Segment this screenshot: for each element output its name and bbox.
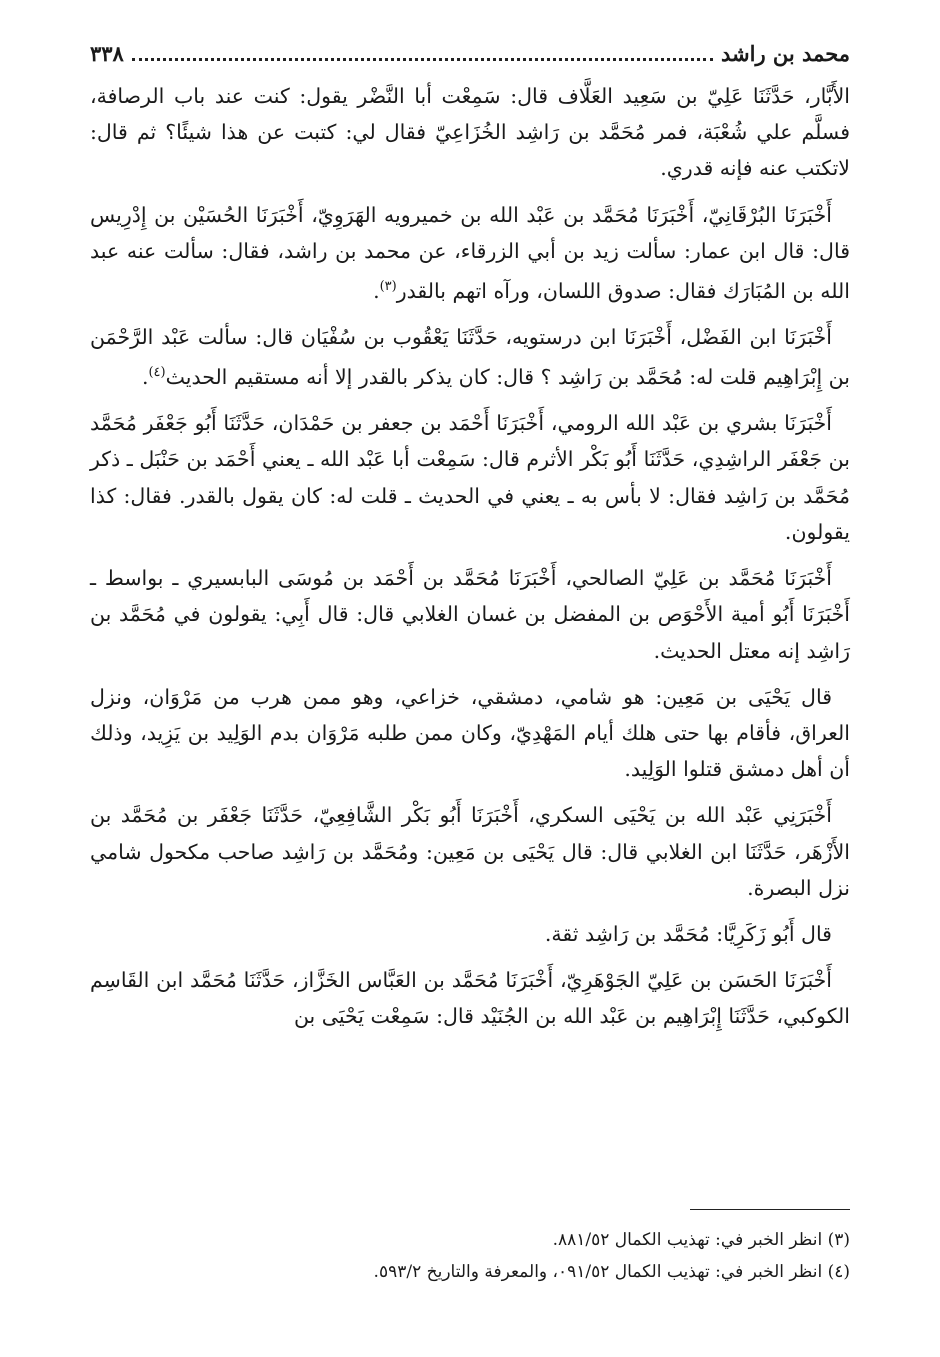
running-title: محمد بن راشد xyxy=(720,41,850,66)
paragraph-9 xyxy=(90,962,850,1034)
paragraph-text: الأَبَّار، حَدَّثَنَا عَلِيّ بن سَعِيد العَلَّاف قال: سَمِعْت أبا النَّضْر يقول: كنت عند باب الرصافة، فسلَّم علي شُعْبَة، فمر مُحَمَّد بن رَاشِد الخُزَاعِيّ فقال لي: كتبت عن هذا شيئًا؟ ثم قال: لاتكتب عنه فإنه قدري. xyxy=(90,84,850,181)
page-header xyxy=(90,34,850,74)
paragraph-6 xyxy=(90,679,850,788)
paragraph-text: أَخْبَرَنَا مُحَمَّد بن عَلِيّ الصالحي، أَخْبَرَنَا مُحَمَّد بن أَحْمَد بن مُوسَى البابسيري ـ بواسط ـ أَخْبَرَنَا أَبُو أمية الأَحْوَص بن المفضل بن غسان الغلابي قال: قال أَبِي: يقولون في مُحَمَّد بن رَاشِد إنه معتل الحديث. xyxy=(90,566,850,663)
main-text xyxy=(90,78,850,1035)
paragraph-4 xyxy=(90,405,850,550)
footnotes xyxy=(90,1224,850,1288)
sentence-end: . xyxy=(373,278,380,303)
header-dot-leader xyxy=(132,34,713,61)
paragraph-text: أَخْبَرَنَا بشري بن عَبْد الله الرومي، أَخْبَرَنَا أَحْمَد بن جعفر بن حَمْدَان، حَدَّثَنَا أَبُو جَعْفَر مُحَمَّد بن جَعْفَر الراشِدِي، حَدَّثَنَا أَبُو بَكْر الأثرم قال: سَمِعْت أبا عَبْد الله ـ يعني أَحْمَد بن حَنْبَل ـ ذكر مُحَمَّد بن رَاشِد فقال: لا بأس به ـ يعني في الحديث ـ قلت له: كان يقول بالقدر. فقال: كذا يقولون. xyxy=(90,411,850,544)
paragraph-text: قال يَحْيَى بن مَعِين: هو شامي، دمشقي، خزاعي، وهو ممن هرب من مَرْوَان، ونزل العراق، فأقام بها حتى هلك أيام المَهْدِيّ، وكان ممن طلبه مَرْوَان بدم الوَلِيد بن يَزِيد، وذلك أن أهل دمشق قتلوا الوَلِيد. xyxy=(90,684,850,782)
paragraph-7 xyxy=(90,797,850,906)
paragraph-text: أَخْبَرَنَا ابن الفَضْل، أَخْبَرَنَا ابن درستويه، حَدَّثَنَا يَعْقُوب بن سُفْيَان قال: سألت عَبْد الرَّحْمَن بن إِبْرَاهِيم قلت له: مُحَمَّد بن رَاشِد ؟ قال: كان يذكر بالقدر إلا أنه مستقيم الحديث xyxy=(90,325,850,390)
paragraph-1 xyxy=(90,78,850,187)
paragraph-text: قال أَبُو زَكَرِيَّا: مُحَمَّد بن رَاشِد ثقة. xyxy=(544,921,832,946)
footnote-ref-4[interactable]: (٤) xyxy=(148,365,166,381)
footnote-divider xyxy=(690,1209,850,1210)
paragraph-text: أَخْبَرَنَا البُرْقَانِيّ، أَخْبَرَنَا مُحَمَّد بن عَبْد الله بن خميرويه الهَرَوِيّ، أَخْبَرَنَا الحُسَيْن بن إِدْرِيس قال: قال ابن عمار: سألت زيد بن أبي الزرقاء، عن محمد بن راشد، فقال: سألت عنه عبد الله بن المُبَارَك فقال: صدوق اللسان، ورآه اتهم بالقدر xyxy=(90,202,850,303)
footnote-ref-3[interactable]: (٣) xyxy=(379,279,397,295)
paragraph-2 xyxy=(90,197,850,309)
paragraph-text: أَخْبَرَنِي عَبْد الله بن يَحْيَى السكري، أَخْبَرَنَا أَبُو بَكْر الشَّافِعِيّ، حَدَّثَنَا جَعْفَر بن مُحَمَّد بن الأَزْهَر، حَدَّثَنَا ابن الغلابي قال: قال يَحْيَى بن مَعِين: ومُحَمَّد بن رَاشِد صاحب مكحول شامي نزل البصرة. xyxy=(90,803,850,900)
book-page xyxy=(90,34,850,1334)
paragraph-text: أَخْبَرَنَا الحَسَن بن عَلِيّ الجَوْهَرِيّ، أَخْبَرَنَا مُحَمَّد بن العَبَّاس الخَزَّاز، حَدَّثَنَا مُحَمَّد ابن القَاسِم الكوكبي، حَدَّثَنَا إِبْرَاهِيم بن عَبْد الله بن الجُنَيْد قال: سَمِعْت يَحْيَى بن xyxy=(90,968,850,1029)
paragraph-3 xyxy=(90,319,850,395)
footnote-4: (٤) انظر الخبر في: تهذيب الكمال ٠٩١/٥٢، والمعرفة والتاريخ ٥٩٣/٢. xyxy=(373,1262,850,1282)
paragraph-8 xyxy=(90,916,850,952)
paragraph-5 xyxy=(90,560,850,669)
page-number: ٣٣٨ xyxy=(90,41,124,66)
footnote-3: (٣) انظر الخبر في: تهذيب الكمال ٨٨١/٥٢. xyxy=(552,1230,850,1250)
sentence-end: . xyxy=(141,365,149,390)
